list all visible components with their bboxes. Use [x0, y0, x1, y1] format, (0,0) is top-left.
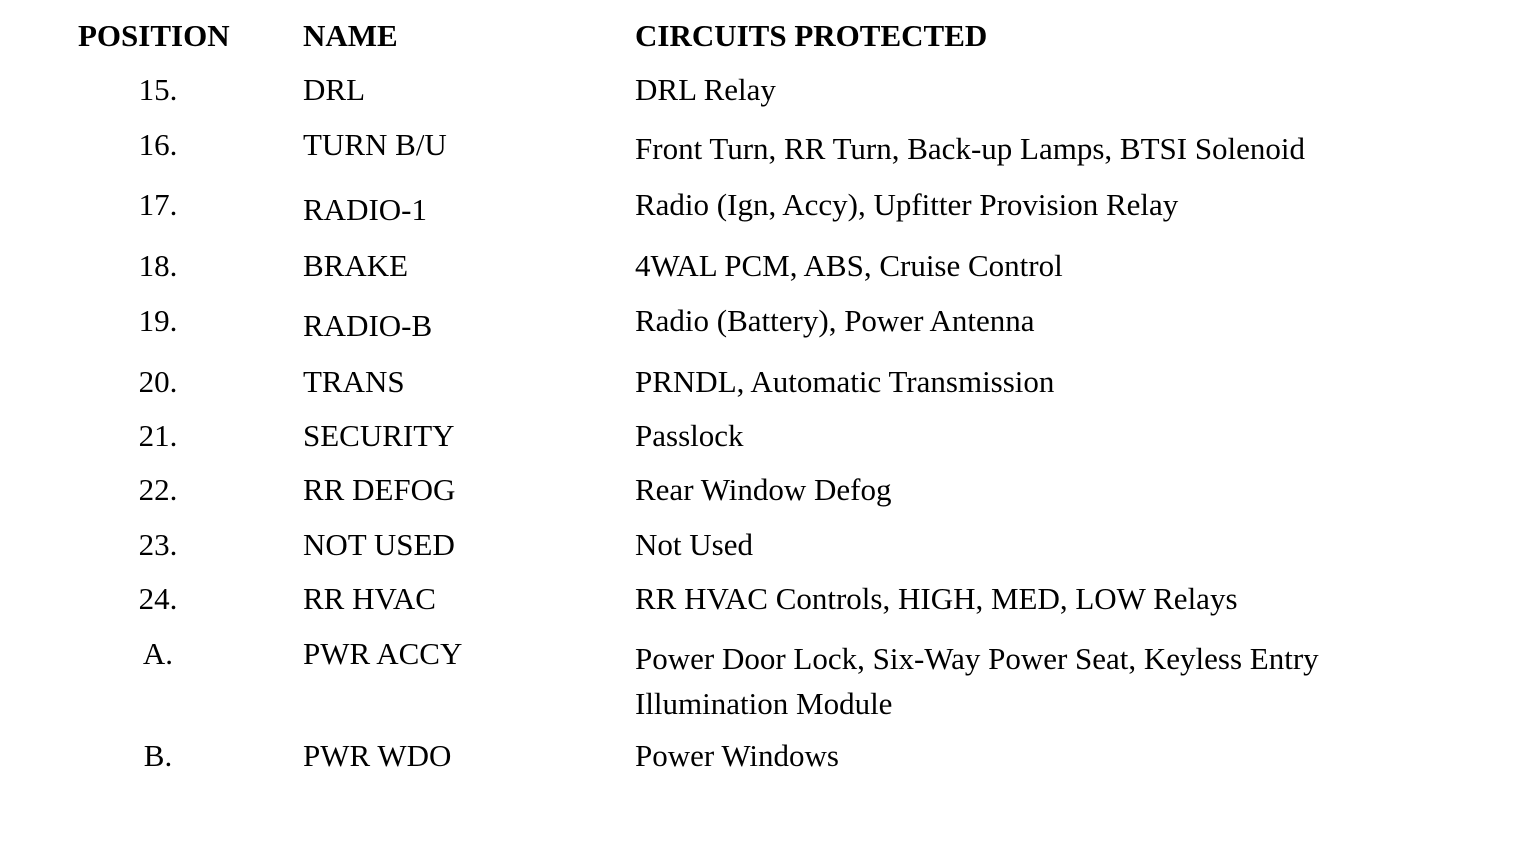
- row-name: PWR ACCY: [303, 636, 463, 671]
- row-position: 15.: [138, 72, 178, 107]
- row-position: 24.: [138, 581, 178, 616]
- table-row: [0, 470, 1525, 510]
- table-row: [0, 70, 1525, 110]
- row-position: B.: [143, 738, 173, 773]
- table-row: [0, 301, 1525, 341]
- row-circuits: PRNDL, Automatic Transmission: [635, 364, 1055, 399]
- row-name: PWR WDO: [303, 738, 452, 773]
- row-position: 18.: [138, 248, 178, 283]
- row-name: RADIO-B: [303, 308, 433, 343]
- row-name: RR HVAC: [303, 581, 436, 616]
- row-name: RR DEFOG: [303, 472, 456, 507]
- table-row: [0, 736, 1525, 776]
- row-circuits: Front Turn, RR Turn, Back-up Lamps, BTSI Solenoid: [635, 131, 1306, 166]
- row-circuits: Rear Window Defog: [635, 472, 892, 507]
- row-name: NOT USED: [303, 527, 455, 562]
- header-name: NAME: [303, 18, 398, 53]
- row-name: SECURITY: [303, 418, 455, 453]
- row-circuits: RR HVAC Controls, HIGH, MED, LOW Relays: [635, 581, 1238, 616]
- row-circuits: Radio (Battery), Power Antenna: [635, 303, 1035, 338]
- row-circuits: Power Windows: [635, 738, 839, 773]
- row-name: TRANS: [303, 364, 405, 399]
- row-position: 20.: [138, 364, 178, 399]
- table-row: [0, 185, 1525, 225]
- row-position: 21.: [138, 418, 178, 453]
- table-row: [0, 246, 1525, 286]
- row-circuits: 4WAL PCM, ABS, Cruise Control: [635, 248, 1063, 283]
- row-name: DRL: [303, 72, 365, 107]
- table-row: [0, 125, 1525, 165]
- row-name: RADIO-1: [303, 192, 427, 227]
- row-circuits: DRL Relay: [635, 72, 776, 107]
- table-row: [0, 579, 1525, 619]
- row-circuits: Power Door Lock, Six-Way Power Seat, Keyless Entry Illumination Module: [635, 641, 1319, 721]
- row-position: 19.: [138, 303, 178, 338]
- row-position: 17.: [138, 187, 178, 222]
- row-position: 16.: [138, 127, 178, 162]
- row-position: 22.: [138, 472, 178, 507]
- row-circuits: Passlock: [635, 418, 744, 453]
- row-circuits: Radio (Ign, Accy), Upfitter Provision Relay: [635, 187, 1179, 222]
- row-circuits: Not Used: [635, 527, 753, 562]
- table-row: [0, 525, 1525, 565]
- row-position: A.: [142, 636, 174, 671]
- row-name: TURN B/U: [303, 127, 447, 162]
- header-position: POSITION: [78, 18, 230, 53]
- row-name: BRAKE: [303, 248, 409, 283]
- table-row: [0, 362, 1525, 402]
- row-position: 23.: [138, 527, 178, 562]
- table-row: [0, 634, 1525, 729]
- header-circuits-protected: CIRCUITS PROTECTED: [635, 18, 988, 53]
- table-row: [0, 416, 1525, 456]
